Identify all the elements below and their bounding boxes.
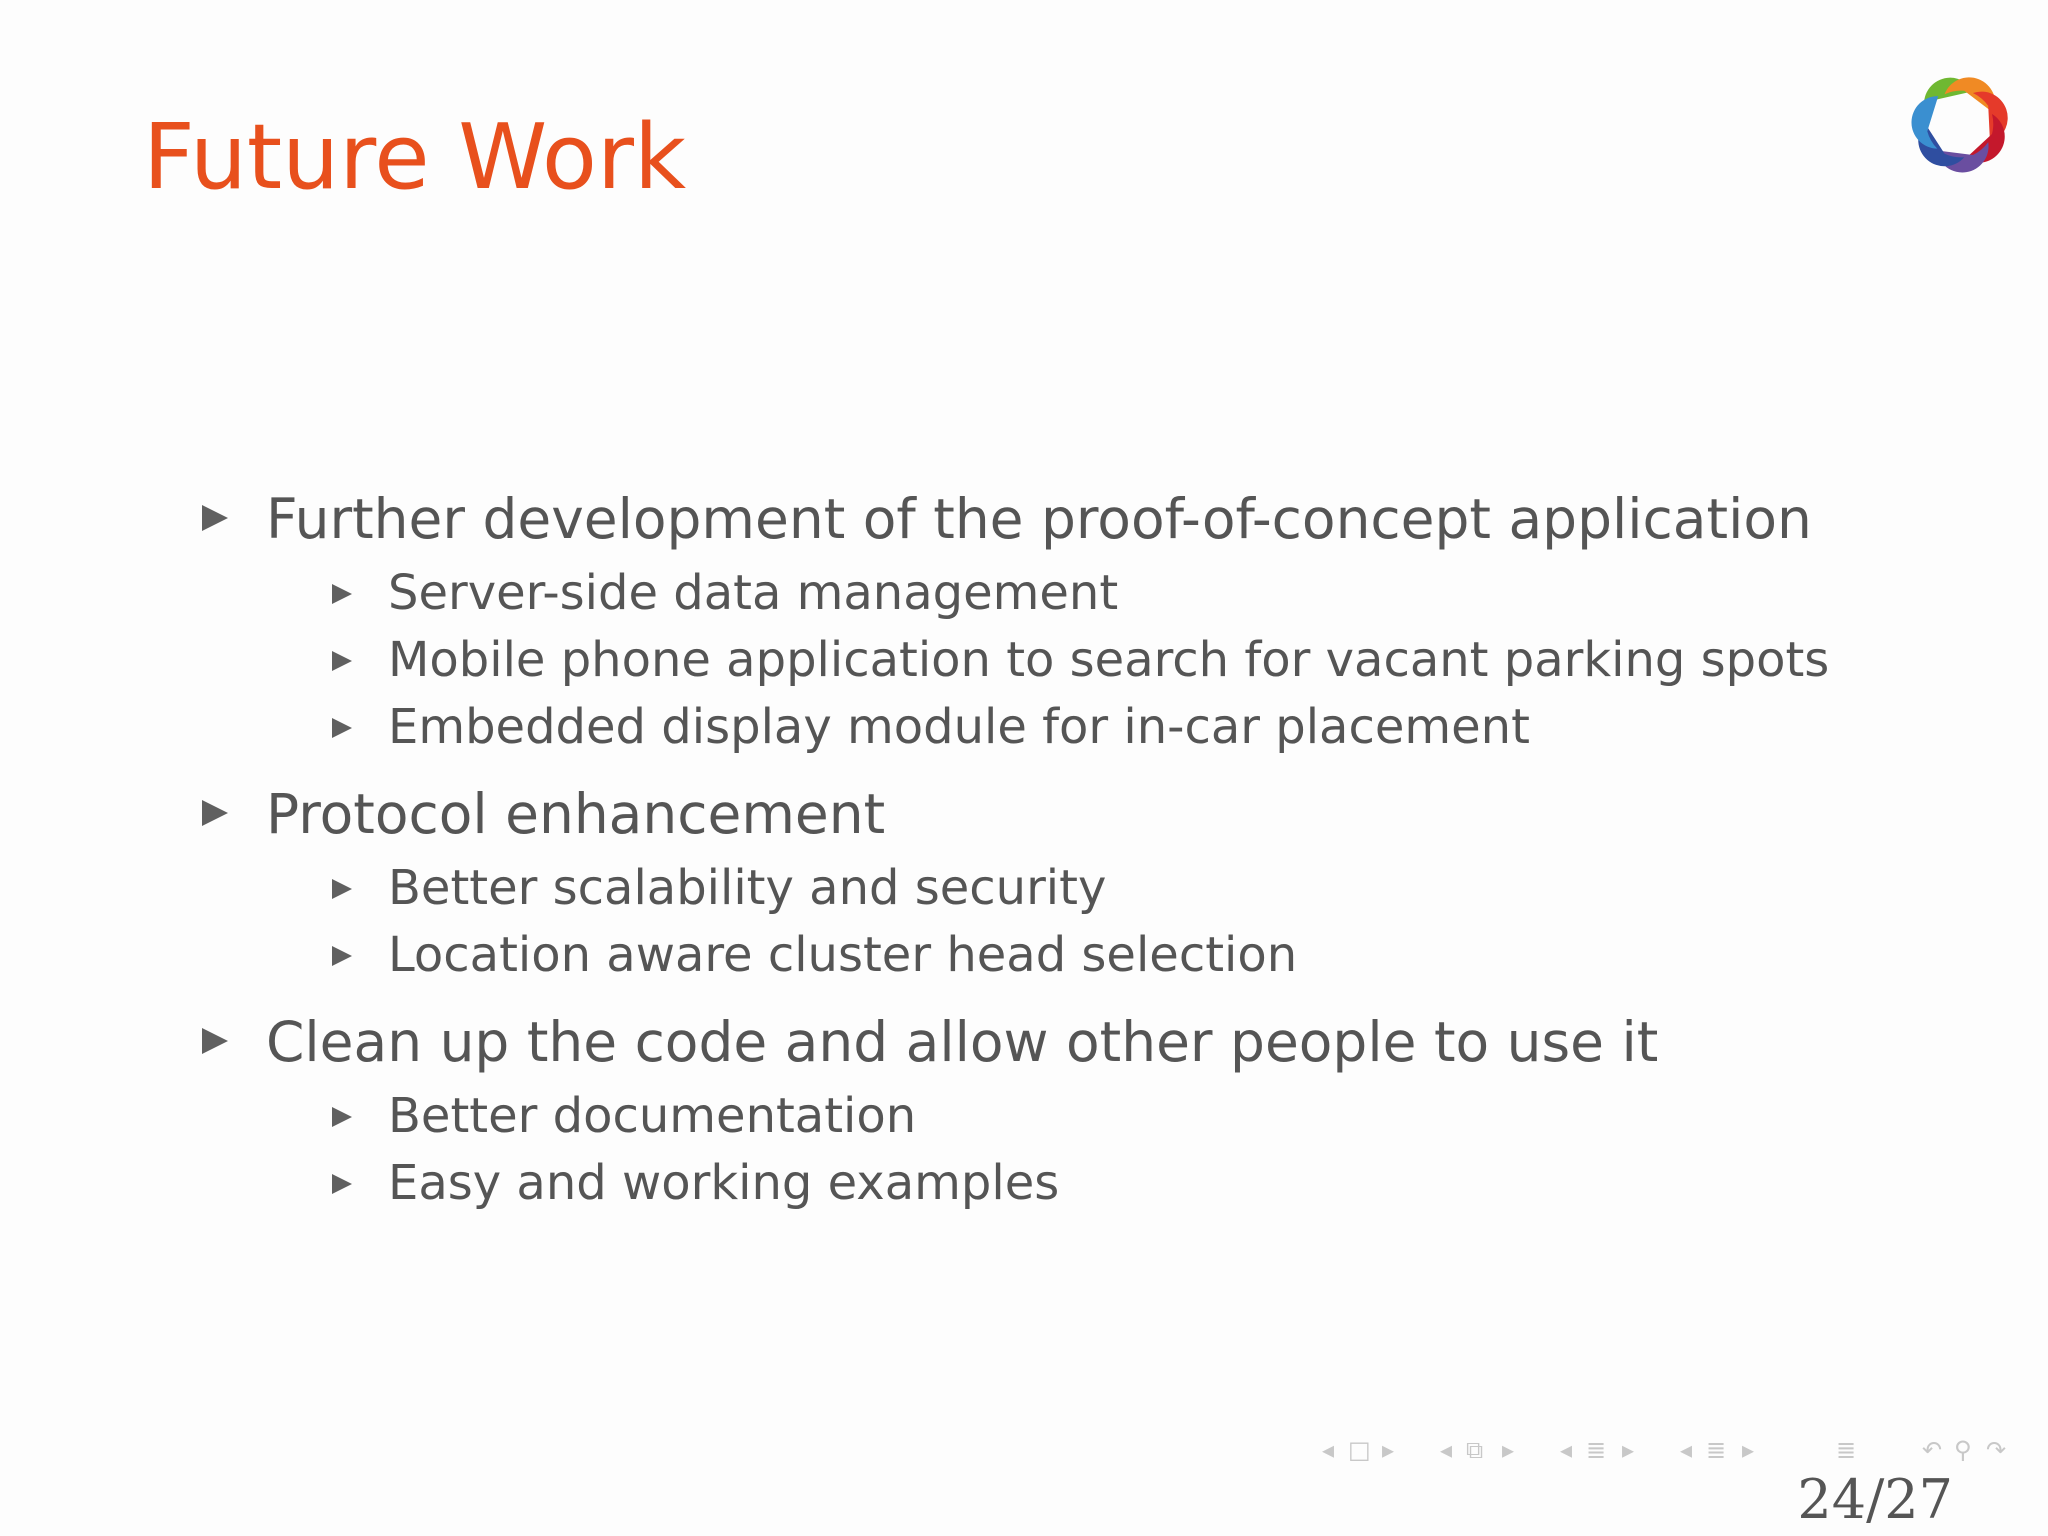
undo-icon[interactable]: ↶ <box>1922 1436 1943 1464</box>
bullet-triangle-icon <box>332 718 352 738</box>
sub-bullet-list <box>324 1083 2020 1217</box>
search-icon[interactable]: ⚲ <box>1954 1436 1972 1464</box>
sub-bullet-text: Embedded display module for in-car placement <box>388 699 1530 755</box>
sub-bullet-item <box>324 922 2020 989</box>
nav-prev-arrow-icon[interactable]: ◂ <box>1440 1436 1453 1464</box>
sub-bullet-item <box>324 855 2020 922</box>
bullet-item <box>200 478 2020 761</box>
sub-bullet-text: Server-side data management <box>388 565 1119 621</box>
bullet-text: Further development of the proof-of-concept application <box>266 487 1812 551</box>
sub-bullet-item <box>324 627 2020 694</box>
bullet-triangle-icon <box>202 800 228 826</box>
sub-bullet-text: Location aware cluster head selection <box>388 927 1298 983</box>
nav-prev-arrow-icon[interactable]: ◂ <box>1322 1436 1335 1464</box>
sub-bullet-text: Easy and working examples <box>388 1155 1060 1211</box>
bullet-triangle-icon <box>332 651 352 671</box>
bullet-item <box>200 773 2020 989</box>
nav-next-arrow-icon[interactable]: ▸ <box>1502 1436 1515 1464</box>
bullet-triangle-icon <box>332 1107 352 1127</box>
slide-title: Future Work <box>143 105 687 210</box>
sub-bullet-list <box>324 855 2020 989</box>
bullet-triangle-icon <box>202 505 228 531</box>
subsection-icon[interactable]: ≣ <box>1586 1436 1607 1464</box>
sub-bullet-item <box>324 560 2020 627</box>
nav-prev-arrow-icon[interactable]: ◂ <box>1680 1436 1693 1464</box>
bullet-triangle-icon <box>332 879 352 899</box>
sub-bullet-item <box>324 1083 2020 1150</box>
bullet-item <box>200 1001 2020 1217</box>
bullet-triangle-icon <box>332 946 352 966</box>
bullet-text: Protocol enhancement <box>266 782 886 846</box>
redo-icon[interactable]: ↷ <box>1986 1436 2007 1464</box>
bullet-triangle-icon <box>332 584 352 604</box>
sub-bullet-text: Better scalability and security <box>388 860 1107 916</box>
bullet-triangle-icon <box>332 1174 352 1194</box>
nav-next-arrow-icon[interactable]: ▸ <box>1742 1436 1755 1464</box>
frame-icon[interactable]: □ <box>1348 1436 1371 1464</box>
section-icon[interactable]: ≣ <box>1706 1436 1727 1464</box>
subsection-icon[interactable]: ⧉ <box>1466 1436 1484 1464</box>
nav-next-arrow-icon[interactable]: ▸ <box>1382 1436 1395 1464</box>
sub-bullet-text: Mobile phone application to search for vacant parking spots <box>388 632 1830 688</box>
nav-next-arrow-icon[interactable]: ▸ <box>1622 1436 1635 1464</box>
bullet-triangle-icon <box>202 1028 228 1054</box>
sub-bullet-text: Better documentation <box>388 1088 917 1144</box>
outline-icon[interactable]: ≣ <box>1836 1436 1857 1464</box>
colorful-pinwheel-logo-icon <box>1880 44 2040 204</box>
sub-bullet-item <box>324 694 2020 761</box>
page-number: 24/27 <box>1797 1468 1953 1531</box>
beamer-navigation-bar <box>1310 1432 2030 1468</box>
bullet-text: Clean up the code and allow other people to use it <box>266 1010 1659 1074</box>
bullet-list <box>200 478 2020 1217</box>
nav-prev-arrow-icon[interactable]: ◂ <box>1560 1436 1573 1464</box>
sub-bullet-item <box>324 1150 2020 1217</box>
sub-bullet-list <box>324 560 2020 761</box>
